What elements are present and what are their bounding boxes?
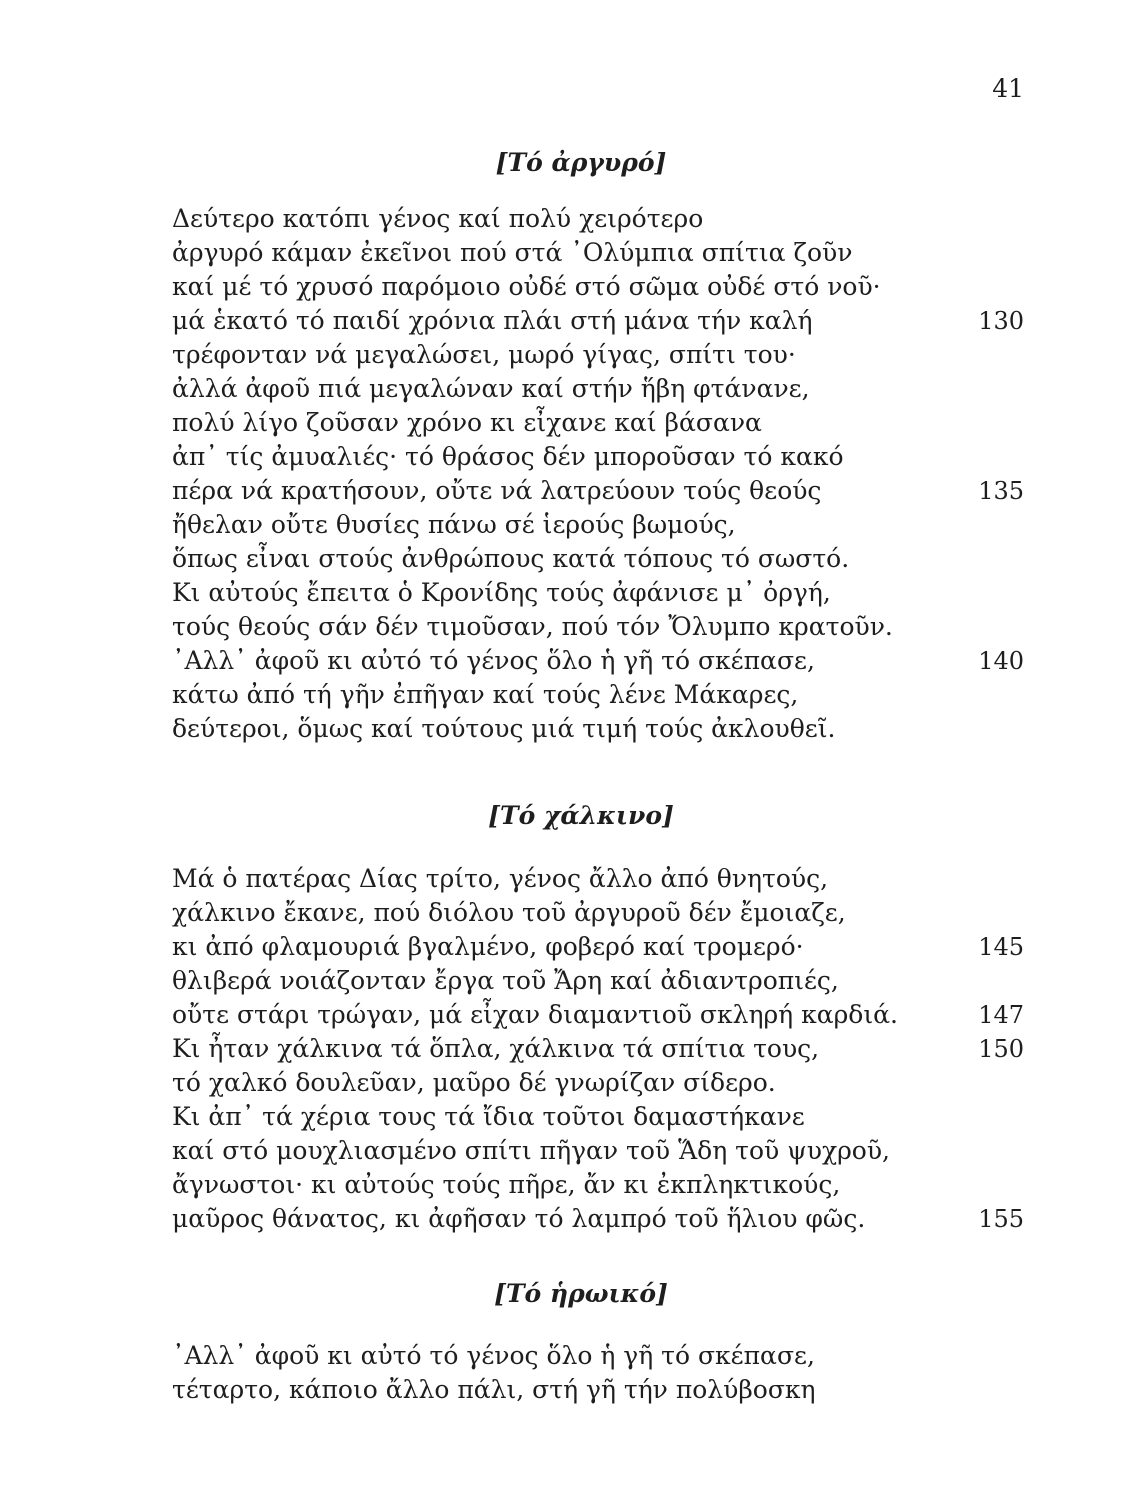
verse-line — [0, 964, 1148, 998]
verse-line — [0, 474, 1148, 508]
verse-text: Μά ὁ πατέρας Δίας τρίτο, γένος ἄλλο ἀπό θνητούς, — [172, 864, 829, 893]
section-heroic — [0, 1277, 1148, 1407]
verse-text: τρέφονταν νά μεγαλώσει, μωρό γίγας, σπίτι του· — [172, 340, 796, 369]
verse-line — [0, 1339, 1148, 1373]
line-number: 140 — [978, 647, 1024, 675]
verse-text: θλιβερά νοιάζονταν ἔργα τοῦ Ἄρη καί ἀδιαντροπιές, — [172, 966, 839, 995]
verse-line — [0, 678, 1148, 712]
verse-line — [0, 610, 1148, 644]
section-bronze — [0, 799, 1148, 1236]
verse-text: Δεύτερο κατόπι γένος καί πολύ χειρότερο — [172, 204, 704, 233]
verse-line — [0, 1032, 1148, 1066]
verse-text: χάλκινο ἔκανε, πού διόλου τοῦ ἀργυροῦ δέν ἔμοιαζε, — [172, 898, 846, 927]
verse-line — [0, 1100, 1148, 1134]
verse-text: κι ἀπό φλαμουριά βγαλμένο, φοβερό καί τρομερό· — [172, 932, 804, 961]
verse-text: μαῦρος θάνατος, κι ἀφῆσαν τό λαμπρό τοῦ ἥλιου φῶς. — [172, 1204, 866, 1233]
verse-text: οὔτε στάρι τρώγαν, μά εἶχαν διαμαντιοῦ σκληρή καρδιά. — [172, 1000, 898, 1029]
verse-line — [0, 1168, 1148, 1202]
verse-text: ἄγνωστοι· κι αὐτούς τούς πῆρε, ἄν κι ἐκπληκτικούς, — [172, 1170, 841, 1199]
verse-line — [0, 576, 1148, 610]
verse-text: μά ἑκατό τό παιδί χρόνια πλάι στή μάνα τήν καλή — [172, 306, 813, 335]
verse-line — [0, 236, 1148, 270]
verse-text: Κι ἦταν χάλκινα τά ὅπλα, χάλκινα τά σπίτια τους, — [172, 1034, 820, 1063]
verse-line — [0, 862, 1148, 896]
verse-line — [0, 644, 1148, 678]
verse-text: πολύ λίγο ζοῦσαν χρόνο κι εἶχανε καί βάσανα — [172, 408, 762, 437]
verse-line — [0, 1202, 1148, 1236]
verse-text: τό χαλκό δουλεῦαν, μαῦρο δέ γνωρίζαν σίδερο. — [172, 1068, 776, 1097]
verse-text: καί στό μουχλιασμένο σπίτι πῆγαν τοῦ Ἅδη τοῦ ψυχροῦ, — [172, 1136, 890, 1165]
verse-text: ἀλλά ἀφοῦ πιά μεγαλώναν καί στήν ἥβη φτάνανε, — [172, 374, 810, 403]
verse-text: ἀργυρό κάμαν ἐκεῖνοι πού στά ᾿Ολύμπια σπίτια ζοῦν — [172, 238, 853, 267]
verse-line — [0, 930, 1148, 964]
verse-line — [0, 1134, 1148, 1168]
verse-text: καί μέ τό χρυσό παρόμοιο οὐδέ στό σῶμα οὐδέ στό νοῦ· — [172, 272, 881, 301]
page-number: 41 — [992, 74, 1024, 103]
verse-line — [0, 338, 1148, 372]
verse-text: Κι αὐτούς ἔπειτα ὁ Κρονίδης τούς ἀφάνισε μ᾿ ὀργή, — [172, 578, 831, 607]
verse-text: ᾿Αλλ᾿ ἀφοῦ κι αὐτό τό γένος ὅλο ἡ γῆ τό σκέπασε, — [172, 1341, 815, 1370]
line-number: 135 — [978, 477, 1024, 505]
verse-line — [0, 998, 1148, 1032]
line-number: 145 — [978, 933, 1024, 961]
verse-line — [0, 202, 1148, 236]
verse-line — [0, 508, 1148, 542]
verse-line — [0, 1066, 1148, 1100]
verse-text: ἤθελαν οὔτε θυσίες πάνω σέ ἱερούς βωμούς, — [172, 510, 736, 539]
verse-line — [0, 440, 1148, 474]
line-number: 155 — [978, 1205, 1024, 1233]
verse-text: πέρα νά κρατήσουν, οὔτε νά λατρεύουν τούς θεούς — [172, 476, 822, 505]
verse-text: δεύτεροι, ὅμως καί τούτους μιά τιμή τούς ἀκλουθεῖ. — [172, 714, 836, 743]
line-number: 130 — [978, 307, 1024, 335]
verse-text: ᾿Αλλ᾿ ἀφοῦ κι αὐτό τό γένος ὅλο ἡ γῆ τό σκέπασε, — [172, 646, 815, 675]
verse-text: ἀπ᾿ τίς ἀμυαλιές· τό θράσος δέν μποροῦσαν τό κακό — [172, 442, 844, 471]
verse-line — [0, 304, 1148, 338]
verse-list — [0, 202, 1148, 746]
section-title: [Τό ἡρωικό] — [494, 1279, 668, 1308]
verse-line — [0, 712, 1148, 746]
verse-text: ὅπως εἶναι στούς ἀνθρώπους κατά τόπους τό σωστό. — [172, 544, 850, 573]
section-title: [Τό ἀργυρό] — [495, 148, 667, 177]
section-title: [Τό χάλκινο] — [488, 801, 674, 830]
verse-line — [0, 372, 1148, 406]
verse-line — [0, 406, 1148, 440]
verse-list — [0, 1339, 1148, 1407]
verse-list — [0, 862, 1148, 1236]
verse-text: Κι ἀπ᾿ τά χέρια τους τά ἴδια τοῦτοι δαμαστήκανε — [172, 1102, 805, 1131]
verse-line — [0, 1373, 1148, 1407]
line-number: 150 — [978, 1035, 1024, 1063]
verse-line — [0, 542, 1148, 576]
verse-line — [0, 896, 1148, 930]
verse-text: τέταρτο, κάποιο ἄλλο πάλι, στή γῆ τήν πολύβοσκη — [172, 1375, 816, 1404]
verse-text: κάτω ἀπό τή γῆν ἐπῆγαν καί τούς λένε Μάκαρες, — [172, 680, 799, 709]
verse-text: τούς θεούς σάν δέν τιμοῦσαν, πού τόν Ὄλυμπο κρατοῦν. — [172, 612, 893, 641]
section-silver — [0, 146, 1148, 746]
line-number: 147 — [978, 1001, 1024, 1029]
verse-line — [0, 270, 1148, 304]
